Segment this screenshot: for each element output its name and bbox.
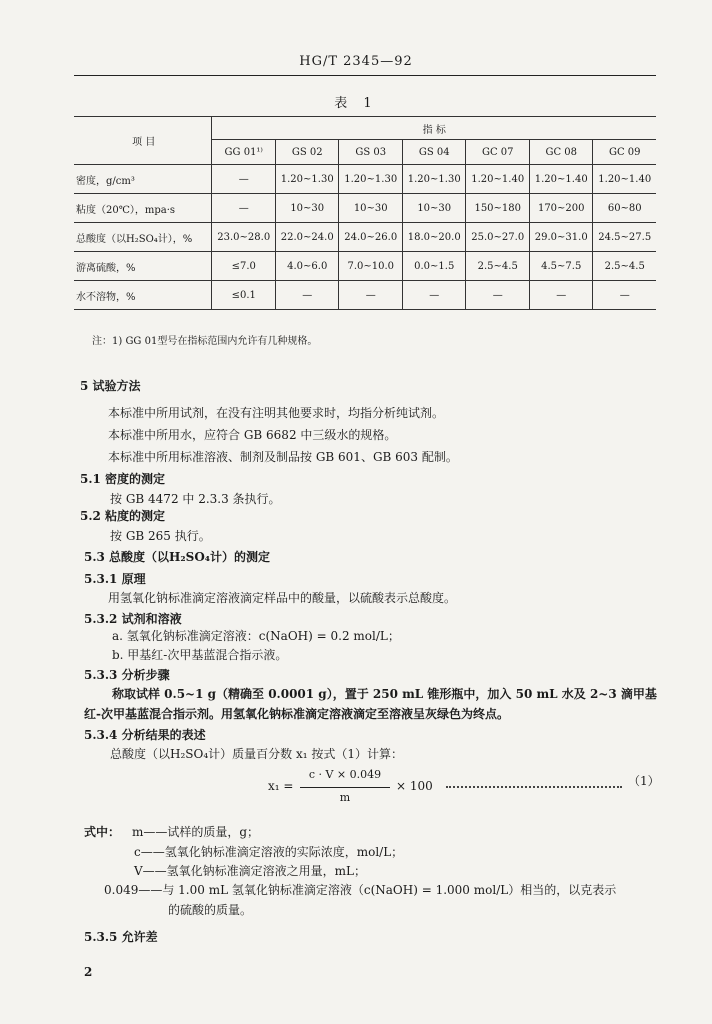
row-label: 粘度（20℃），mpa·s xyxy=(74,194,212,223)
header-rule xyxy=(74,75,656,76)
table-cell: — xyxy=(275,281,339,310)
table-cell: 18.0~20.0 xyxy=(402,223,466,252)
formula-numerator: c · V × 0.049 xyxy=(308,768,382,781)
where-item: m——试样的质量，g； xyxy=(132,825,260,839)
row-label: 总酸度（以H₂SO₄计），% xyxy=(74,223,212,252)
list-item: b. 甲基红-次甲基蓝混合指示液。 xyxy=(112,648,288,662)
where-item: 0.049——与 1.00 mL 氢氧化钠标准滴定溶液（c(NaOH) = 1.000 mol/L）相当的，以克表示 xyxy=(104,883,617,897)
paragraph: 本标准中所用试剂，在没有注明其他要求时，均指分析纯试剂。 xyxy=(108,406,445,420)
table-caption: 表 1 xyxy=(334,96,378,111)
where-item: 的硫酸的质量。 xyxy=(168,903,253,917)
table-row xyxy=(74,252,656,281)
paragraph: 用氢氧化钠标准滴定溶液滴定样品中的酸量，以硫酸表示总酸度。 xyxy=(108,591,457,605)
section-heading: 5.3.3 分析步骤 xyxy=(84,668,170,682)
section-heading: 5.3.1 原理 xyxy=(84,572,146,586)
table-cell: 7.0~10.0 xyxy=(339,252,403,281)
fraction-line xyxy=(300,787,390,788)
table-cell: 1.20~1.30 xyxy=(339,165,403,194)
table-cell: — xyxy=(466,281,530,310)
section-heading: 5 试验方法 xyxy=(80,379,141,393)
table-cell: 150~180 xyxy=(466,194,530,223)
table-cell: 10~30 xyxy=(339,194,403,223)
table-cell: — xyxy=(339,281,403,310)
table-cell: 29.0~31.0 xyxy=(529,223,593,252)
table-cell: 10~30 xyxy=(275,194,339,223)
formula-lhs: x₁ = xyxy=(268,779,294,793)
where-item: V——氢氧化钠标准滴定溶液之用量，mL； xyxy=(134,864,367,878)
table-cell: ≤7.0 xyxy=(212,252,276,281)
table-cell: 2.5~4.5 xyxy=(466,252,530,281)
table-cell: 1.20~1.30 xyxy=(402,165,466,194)
table-cell: 2.5~4.5 xyxy=(593,252,656,281)
table-cell: 4.0~6.0 xyxy=(275,252,339,281)
paragraph: 按 GB 265 执行。 xyxy=(110,529,211,543)
leader-dots xyxy=(446,786,622,788)
formula-rhs: × 100 xyxy=(396,779,433,793)
table-cell: 1.20~1.30 xyxy=(275,165,339,194)
grade-header: GG 01¹⁾ xyxy=(212,140,276,165)
table-row xyxy=(74,165,656,194)
table-cell: 24.0~26.0 xyxy=(339,223,403,252)
table-cell: 10~30 xyxy=(402,194,466,223)
paragraph: 按 GB 4472 中 2.3.3 条执行。 xyxy=(110,492,281,506)
formula-number: （1） xyxy=(628,774,660,788)
table-cell: — xyxy=(593,281,656,310)
paragraph: 称取试样 0.5~1 g（精确至 0.0001 g），置于 250 mL 锥形瓶中，加入 50 mL 水及 2~3 滴甲基 xyxy=(112,687,657,701)
table-cell: 23.0~28.0 xyxy=(212,223,276,252)
table-cell: 22.0~24.0 xyxy=(275,223,339,252)
page-number: 2 xyxy=(84,965,93,979)
grade-header: GS 04 xyxy=(402,140,466,165)
table-cell: 60~80 xyxy=(593,194,656,223)
table-cell: 25.0~27.0 xyxy=(466,223,530,252)
section-heading: 5.2 粘度的测定 xyxy=(80,509,166,523)
standard-header: HG/T 2345—92 xyxy=(299,54,413,69)
table-row xyxy=(74,194,656,223)
section-heading: 5.3.2 试剂和溶液 xyxy=(84,612,182,626)
paragraph: 红-次甲基蓝混合指示剂。用氢氧化钠标准滴定溶液滴定至溶液呈灰绿色为终点。 xyxy=(84,707,509,721)
table-cell: — xyxy=(212,165,276,194)
table-cell: 24.5~27.5 xyxy=(593,223,656,252)
section-heading: 5.3.4 分析结果的表述 xyxy=(84,728,206,742)
section-heading: 5.1 密度的测定 xyxy=(80,472,166,486)
grade-header: GC 09 xyxy=(593,140,656,165)
list-item: a. 氢氧化钠标准滴定溶液：c(NaOH) = 0.2 mol/L； xyxy=(112,629,400,643)
table-row xyxy=(74,223,656,252)
table-cell: — xyxy=(529,281,593,310)
table-cell: 1.20~1.40 xyxy=(593,165,656,194)
row-label: 水不溶物，% xyxy=(74,281,212,310)
table-note: 注：1) GG 01型号在指标范围内允许有几种规格。 xyxy=(92,336,318,347)
grade-header: GC 08 xyxy=(529,140,593,165)
row-label: 游离硫酸，% xyxy=(74,252,212,281)
table-cell: 1.20~1.40 xyxy=(529,165,593,194)
where-heading: 式中： xyxy=(84,825,121,839)
table-cell: 170~200 xyxy=(529,194,593,223)
grade-header: GC 07 xyxy=(466,140,530,165)
paragraph: 本标准中所用标准溶液、制剂及制品按 GB 601、GB 603 配制。 xyxy=(108,450,458,464)
item-header: 项 目 xyxy=(74,117,212,165)
table-cell: — xyxy=(402,281,466,310)
spec-header: 指 标 xyxy=(212,117,656,140)
spec-table xyxy=(74,116,656,310)
formula-denominator: m xyxy=(339,791,351,804)
table-cell: 4.5~7.5 xyxy=(529,252,593,281)
row-label: 密度，g/cm³ xyxy=(74,165,212,194)
table-cell: — xyxy=(212,194,276,223)
paragraph: 本标准中所用水，应符合 GB 6682 中三级水的规格。 xyxy=(108,428,397,442)
section-heading: 5.3.5 允许差 xyxy=(84,930,158,944)
table-cell: 1.20~1.40 xyxy=(466,165,530,194)
grade-header: GS 02 xyxy=(275,140,339,165)
paragraph: 总酸度（以H₂SO₄计）质量百分数 x₁ 按式（1）计算： xyxy=(110,747,403,761)
grade-header: GS 03 xyxy=(339,140,403,165)
table-cell: 0.0~1.5 xyxy=(402,252,466,281)
section-heading: 5.3 总酸度（以H₂SO₄计）的测定 xyxy=(84,550,271,564)
table-row xyxy=(74,281,656,310)
where-item: c——氢氧化钠标准滴定溶液的实际浓度，mol/L； xyxy=(134,845,404,859)
table-cell: ≤0.1 xyxy=(212,281,276,310)
